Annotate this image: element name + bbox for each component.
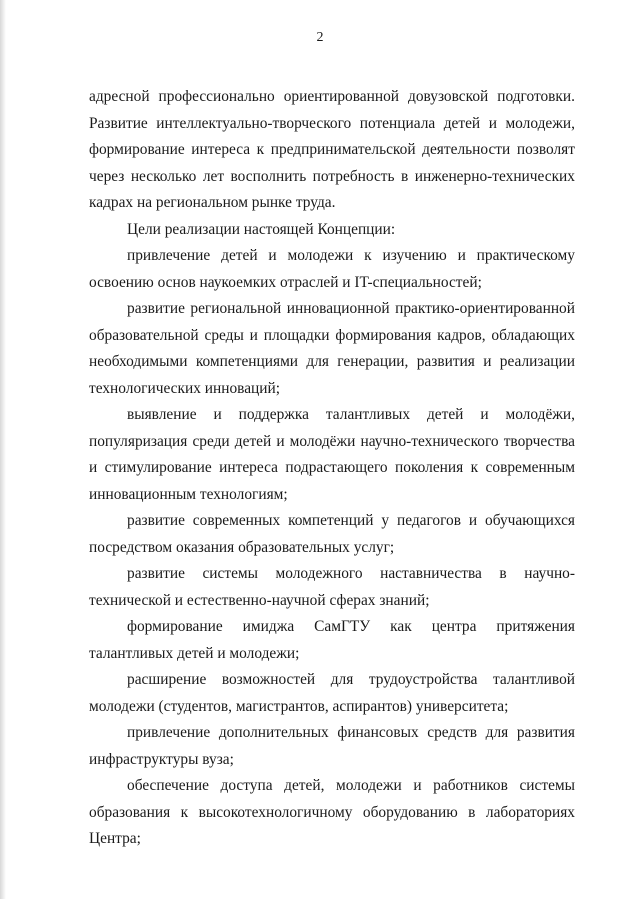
goal-item: привлечение детей и молодежи к изучению и практическому освоению основ наукоемких отраслей и IT-специальностей; <box>89 247 575 291</box>
goal-item: развитие региональной инновационной практико-ориентированной образовательной среды и площадки формирования кадров, обладающих необходимыми компетенциями для генерации, развития и реализации технологических инноваций; <box>89 300 575 397</box>
scan-edge-shadow <box>0 0 6 899</box>
goal-item: развитие системы молодежного наставничества в научно-технической и естественно-научной сферах знаний; <box>89 565 575 609</box>
body-text <box>89 84 575 853</box>
paragraph-continuation: адресной профессионально ориентированной довузовской подготовки. Развитие интеллектуально-творческого потенциала детей и молодежи, формирование интереса к предпринимательской деятельности позволят через несколько лет восполнить потребность в инженерно-технических кадрах на региональном рынке труда. <box>89 88 575 211</box>
goals-heading: Цели реализации настоящей Концепции: <box>127 220 396 238</box>
goal-item: обеспечение доступа детей, молодежи и работников системы образования к высокотехнологичному оборудованию в лабораториях Центра; <box>89 777 575 847</box>
goal-item: развитие современных компетенций у педагогов и обучающихся посредством оказания образовательных услуг; <box>89 512 575 556</box>
goal-item: привлечение дополнительных финансовых средств для развития инфраструктуры вуза; <box>89 724 575 768</box>
goal-item: выявление и поддержка талантливых детей и молодёжи, популяризация среди детей и молодёжи научно-технического творчества и стимулирование интереса подрастающего поколения к современным инновационным технологиям; <box>89 406 575 503</box>
page-number: 2 <box>316 30 324 45</box>
goal-item: расширение возможностей для трудоустройства талантливой молодежи (студентов, магистрантов, аспирантов) университета; <box>89 671 575 715</box>
goal-item: формирование имиджа СамГТУ как центра притяжения талантливых детей и молодежи; <box>89 618 575 662</box>
